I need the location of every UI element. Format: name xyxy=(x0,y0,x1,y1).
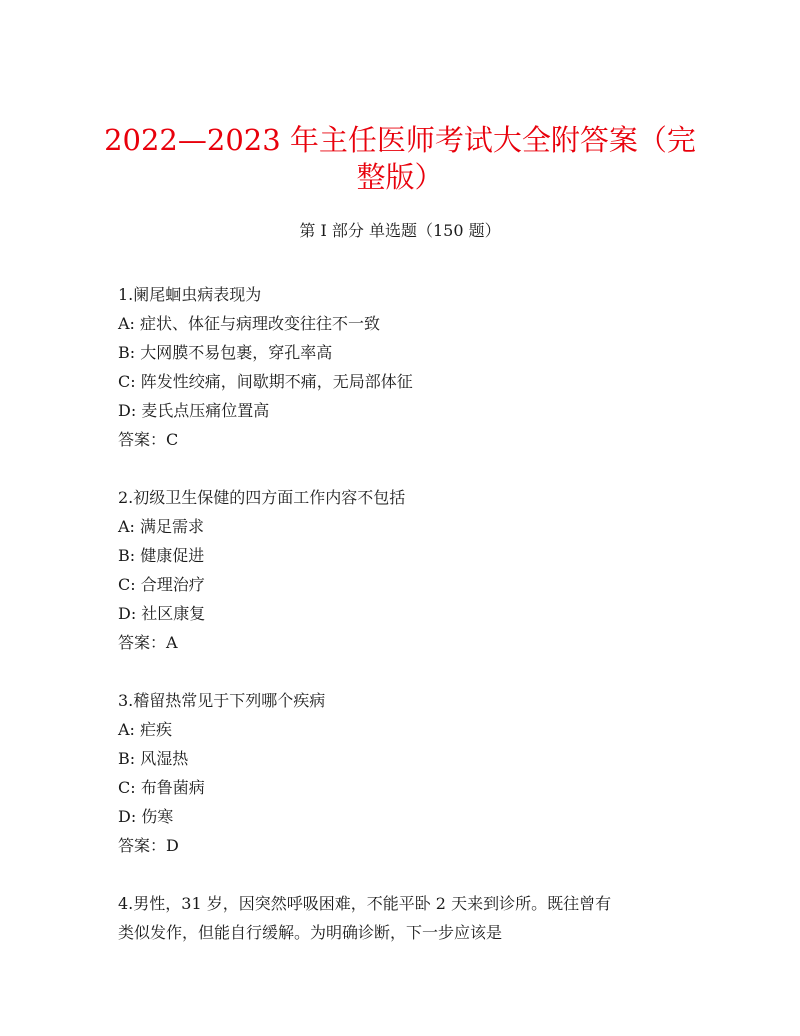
option-d: D: 麦氏点压痛位置高 xyxy=(118,401,270,420)
option-a: A: 满足需求 xyxy=(118,517,205,536)
title-line-1: 2022—2023 年主任医师考试大全附答案（完 xyxy=(104,123,696,157)
option-d: D: 伤寒 xyxy=(118,807,174,826)
answer: 答案：C xyxy=(118,430,179,449)
answer: 答案：D xyxy=(118,836,179,855)
section-heading: 第 I 部分 单选题（150 题） xyxy=(299,221,501,240)
question-stem: 3.稽留热常见于下列哪个疾病 xyxy=(118,691,326,710)
option-c: C: 布鲁菌病 xyxy=(118,778,205,797)
option-c: C: 合理治疗 xyxy=(118,575,205,594)
question-1 xyxy=(118,280,708,454)
question-stem-line-1: 4.男性，31 岁，因突然呼吸困难，不能平卧 2 天来到诊所。既往曾有 xyxy=(118,894,612,913)
question-2 xyxy=(118,483,708,657)
document-title xyxy=(100,122,700,196)
question-stem: 1.阑尾蛔虫病表现为 xyxy=(118,285,262,304)
option-a: A: 疟疾 xyxy=(118,720,173,739)
title-line-2: 整版） xyxy=(356,160,444,194)
option-b: B: 大网膜不易包裹，穿孔率高 xyxy=(118,343,333,362)
option-a: A: 症状、体征与病理改变往往不一致 xyxy=(118,314,381,333)
option-b: B: 健康促进 xyxy=(118,546,205,565)
option-b: B: 风湿热 xyxy=(118,749,189,768)
question-list xyxy=(118,280,708,976)
question-stem: 2.初级卫生保健的四方面工作内容不包括 xyxy=(118,488,406,507)
question-stem-line-2: 类似发作，但能自行缓解。为明确诊断，下一步应该是 xyxy=(118,923,503,942)
option-c: C: 阵发性绞痛，间歇期不痛，无局部体征 xyxy=(118,372,413,391)
question-3 xyxy=(118,686,708,860)
answer: 答案：A xyxy=(118,633,178,652)
option-d: D: 社区康复 xyxy=(118,604,206,623)
question-4 xyxy=(118,889,708,947)
